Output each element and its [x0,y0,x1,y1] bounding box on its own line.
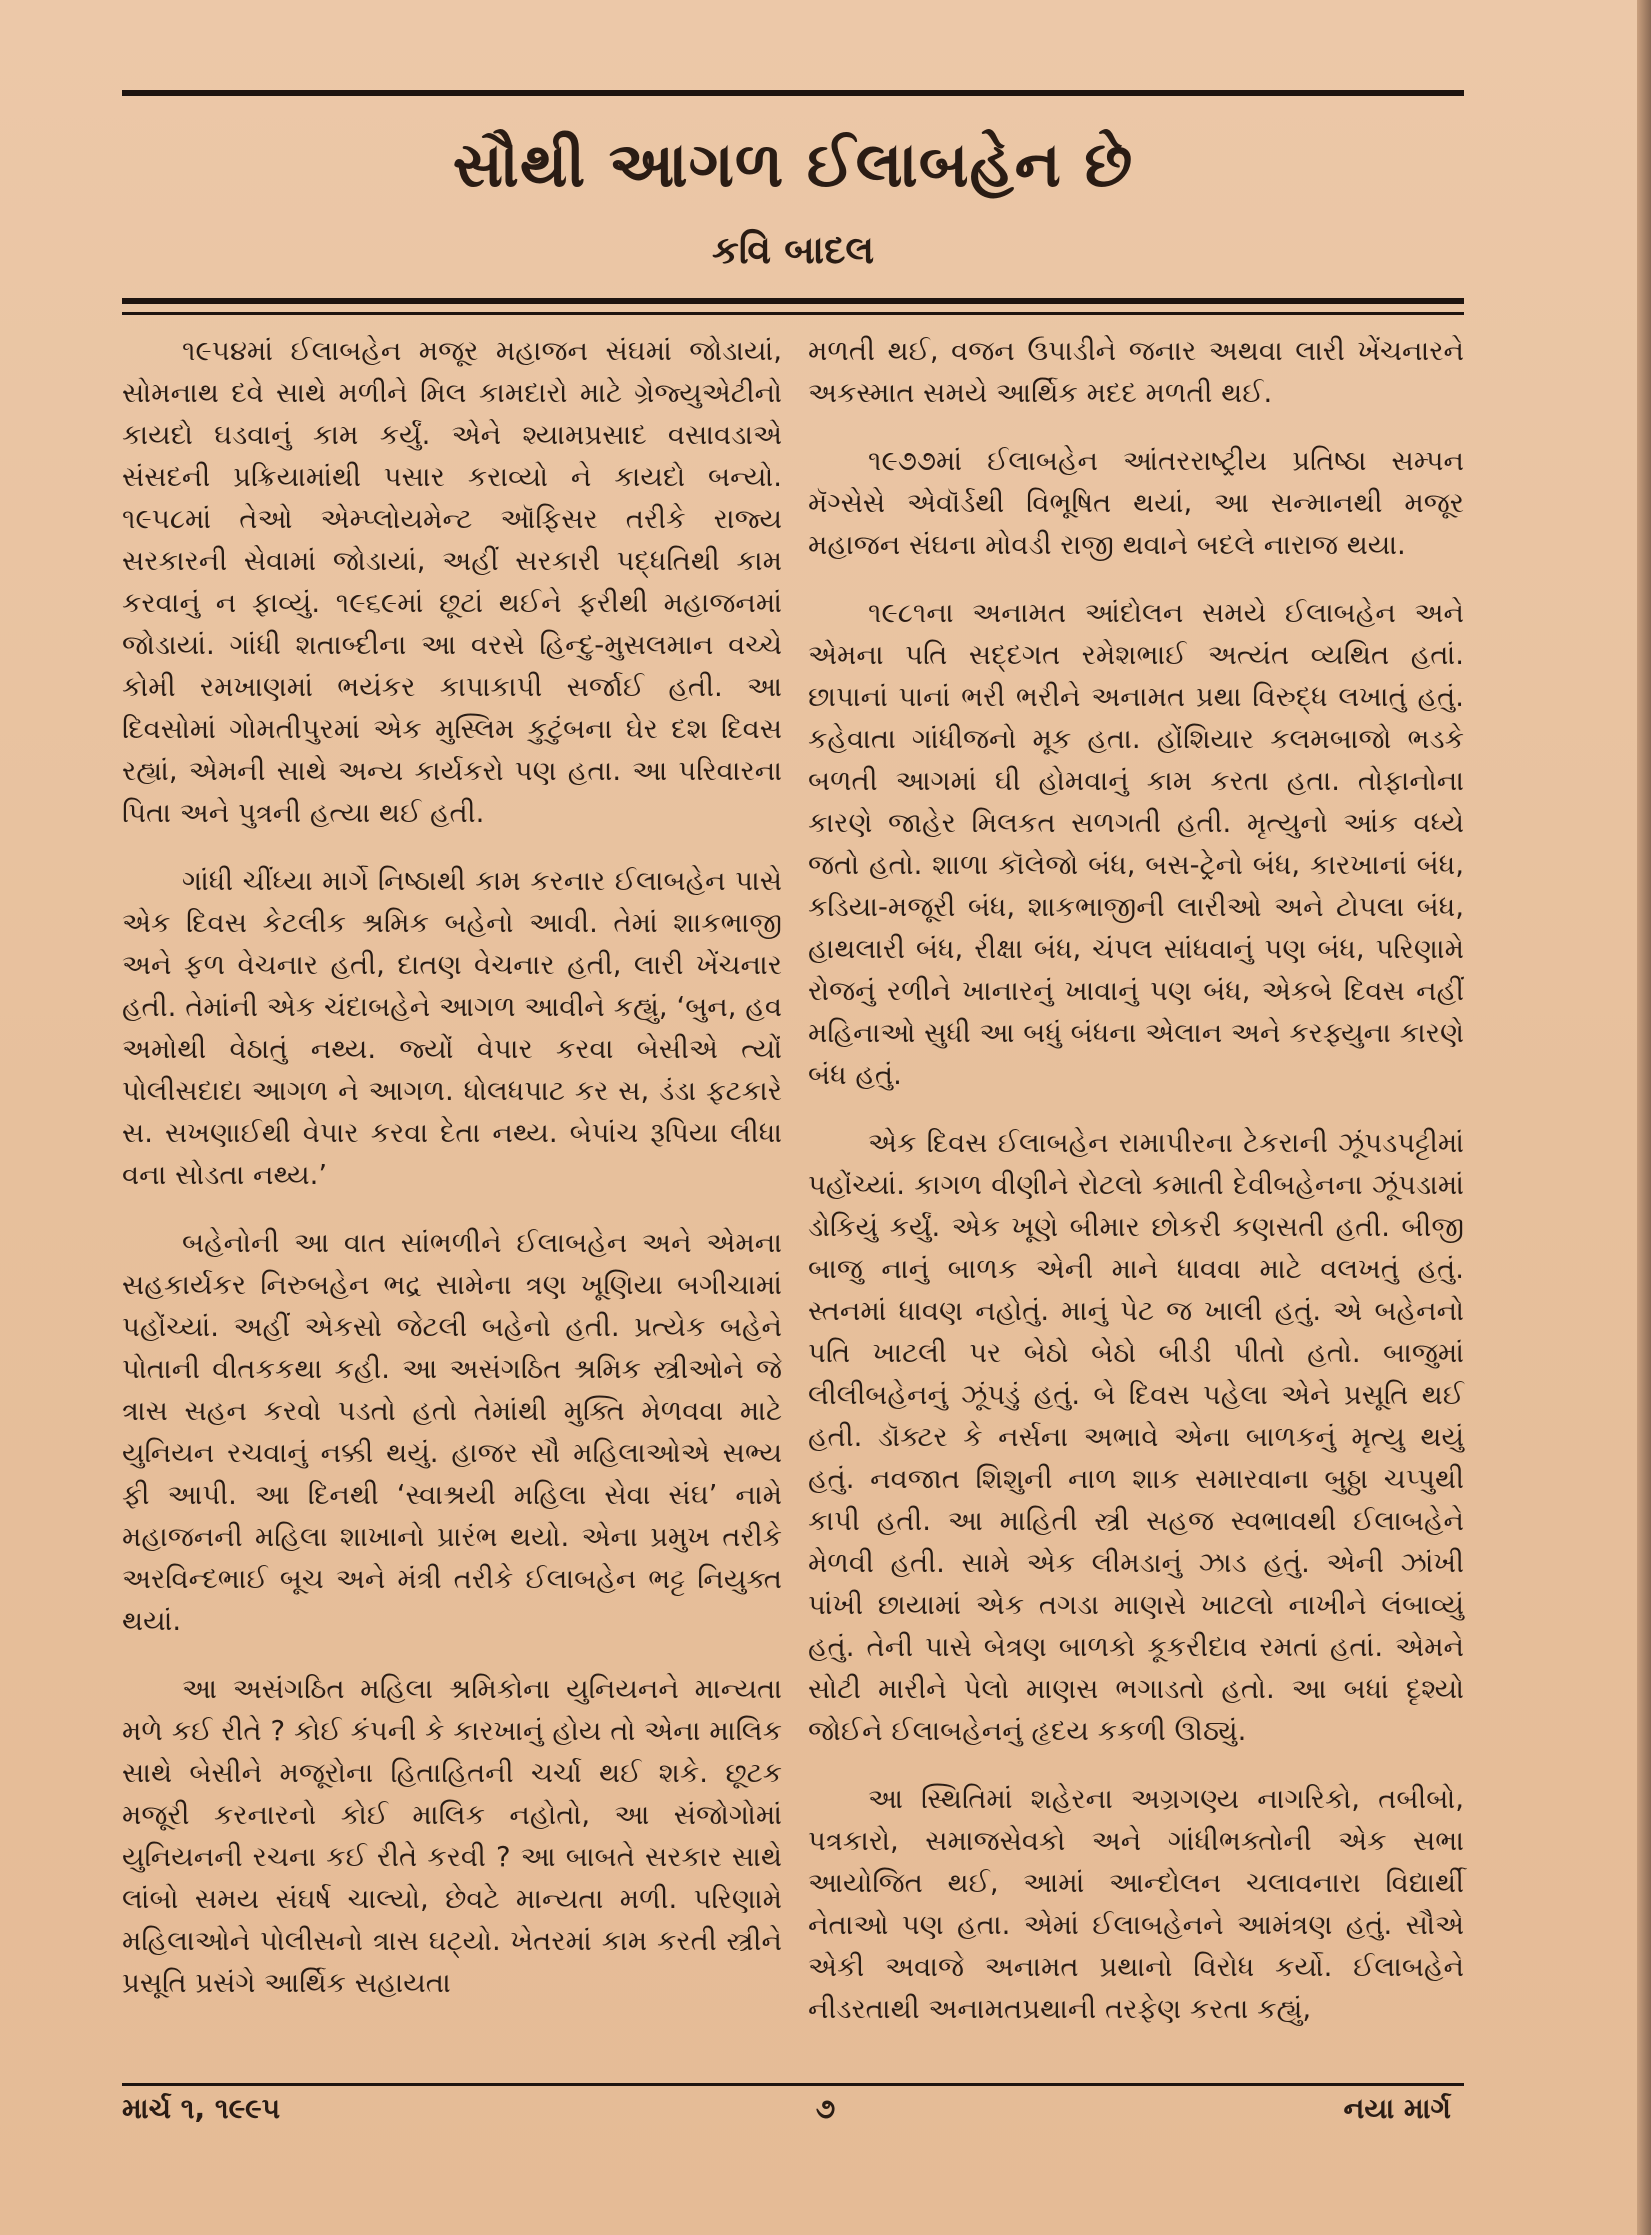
page-number: ૭ [815,2092,836,2125]
page-edge-shadow [1637,0,1651,2235]
paragraph: ૧૯૭૭માં ઈલાબહેન આંતરરાષ્ટ્રીય પ્રતિષ્ઠા સમ્પન મૅગ્સેસે એવૉર્ડથી વિભૂષિત થયાં, આ સન્માનથી મજૂર મહાજન સંઘના મોવડી રાજી થવાને બદલે નારાજ થયા. [808,445,1464,561]
top-rule [122,90,1464,96]
paragraph: એક દિવસ ઈલાબહેન રામાપીરના ટેકરાની ઝૂંપડપટ્ટીમાં પહોંચ્યાં. કાગળ વીણીને રોટલો કમાતી દેવીબહેનના ઝૂંપડામાં ડોકિયું કર્યું. એક ખૂણે બીમાર છોકરી કણસતી હતી. બીજી બાજુ નાનું બાળક એની માને ધાવવા માટે વલખતું હતું. સ્તનમાં ધાવણ નહોતું. માનું પેટ જ ખાલી હતું. એ બહેનનો પતિ ખાટલી પર બેઠો બેઠો બીડી પીતો હતો. બાજુમાં લીલીબહેનનું ઝૂંપડું હતું. બે દિવસ પહેલા એને પ્રસૂતિ થઈ હતી. ડૉક્ટર કે નર્સના અભાવે એના બાળકનું મૃત્યુ થયું હતું. નવજાત શિશુની નાળ શાક સમારવાના બુઠ્ઠા ચપ્પુથી કાપી હતી. આ માહિતી સ્ત્રી સહજ સ્વભાવથી ઈલાબહેને મેળવી હતી. સામે એક લીમડાનું ઝાડ હતું. એની ઝાંખી પાંખી છાયામાં એક તગડા માણસે ખાટલો નાખીને લંબાવ્યું હતું. તેની પાસે બેત્રણ બાળકો કૂકરીદાવ રમતાં હતાં. એમને સોટી મારીને પેલો માણસ ભગાડતો હતો. આ બધાં દૃશ્યો જોઈને ઈલાબહેનનું હૃદય કકળી ઊઠ્યું. [808,1127,1464,1747]
article-title: સૌથી આગળ ઈલાબહેન છે [452,128,1134,201]
paragraph: ગાંધી ચીંધ્યા માર્ગે નિષ્ઠાથી કામ કરનાર ઈલાબહેન પાસે એક દિવસ કેટલીક શ્રમિક બહેનો આવી. તેમાં શાકભાજી અને ફળ વેચનાર હતી, દાતણ વેચનાર હતી, લારી ખેંચનાર હતી. તેમાંની એક ચંદાબહેને આગળ આવીને કહ્યું, ‘બુન, હવ અમોથી વેઠાતું નથ્ય. જ્યોં વેપાર કરવા બેસીએ ત્યોં પોલીસદાદા આગળ ને આગળ. ધોલધપાટ કર સ, ડંડા ફટકારે સ. સખણાઈથી વેપાર કરવા દેતા નથ્ય. બેપાંચ રૂપિયા લીધા વના સોડતા નથ્ય.’ [122,865,782,1191]
paragraph: આ સ્થિતિમાં શહેરના અગ્રગણ્ય નાગરિકો, તબીબો, પત્રકારો, સમાજસેવકો અને ગાંધીભક્તોની એક સભા આયોજિત થઈ, આમાં આન્દોલન ચલાવનારા વિદ્યાર્થી નેતાઓ પણ હતા. એમાં ઈલાબહેનને આમંત્રણ હતું. સૌએ એકી અવાજે અનામત પ્રથાનો વિરોધ કર્યો. ઈલાબહેને નીડરતાથી અનામતપ્રથાની તરફેણ કરતા કહ્યું, [808,1783,1464,2025]
paragraph: બહેનોની આ વાત સાંભળીને ઈલાબહેન અને એમના સહકાર્યકર નિરુબહેન ભદ્ર સામેના ત્રણ ખૂણિયા બગીચામાં પહોંચ્યાં. અહીં એકસો જેટલી બહેનો હતી. પ્રત્યેક બહેને પોતાની વીતકકથા કહી. આ અસંગઠિત શ્રમિક સ્ત્રીઓને જે ત્રાસ સહન કરવો પડતો હતો તેમાંથી મુક્તિ મેળવવા માટે યુનિયન રચવાનું નક્કી થયું. હાજર સૌ મહિલાઓએ સભ્ય ફી આપી. આ દિનથી ‘સ્વાશ્રયી મહિલા સેવા સંઘ’ નામે મહાજનની મહિલા શાખાનો પ્રારંભ થયો. એના પ્રમુખ તરીકે અરવિન્દભાઈ બૂચ અને મંત્રી તરીકે ઈલાબહેન ભટ્ટ નિયુક્ત થયાં. [122,1227,782,1637]
publication-name: નયા માર્ગ [1343,2092,1451,2125]
footer-date: માર્ચ ૧, ૧૯૯૫ [122,2092,281,2125]
paragraph: ૧૯૮૧ના અનામત આંદોલન સમયે ઈલાબહેન અને એમના પતિ સદ્દગત રમેશભાઈ અત્યંત વ્યથિત હતાં. છાપાનાં પાનાં ભરી ભરીને અનામત પ્રથા વિરુદ્ધ લખાતું હતું. કહેવાતા ગાંધીજનો મૂક હતા. હોંશિયાર કલમબાજો ભડકે બળતી આગમાં ઘી હોમવાનું કામ કરતા હતા. તોફાનોના કારણે જાહેર મિલકત સળગતી હતી. મૃત્યુનો આંક વધ્યે જતો હતો. શાળા કૉલેજો બંધ, બસ-ટ્રેનો બંધ, કારખાનાં બંધ, કડિયા-મજૂરી બંધ, શાકભાજીની લારીઓ અને ટોપલા બંધ, હાથલારી બંધ, રીક્ષા બંધ, ચંપલ સાંધવાનું પણ બંધ, પરિણામે રોજનું રળીને ખાનારનું ખાવાનું પણ બંધ, એકબે દિવસ નહીં મહિનાઓ સુધી આ બધું બંધના એલાન અને કરફ્યુના કારણે બંધ હતું. [808,597,1464,1091]
right-column [808,330,1464,2056]
paragraph: ૧૯૫૪માં ઈલાબહેન મજૂર મહાજન સંઘમાં જોડાયાં, સોમનાથ દવે સાથે મળીને મિલ કામદારો માટે ગ્રેજ્યુએટીનો કાયદો ઘડવાનું કામ કર્યું. એને શ્યામપ્રસાદ વસાવડાએ સંસદની પ્રક્રિયામાંથી પસાર કરાવ્યો ને કાયદો બન્યો. ૧૯૫૮માં તેઓ એમ્પ્લોયમેન્ટ ઑફિસર તરીકે રાજ્ય સરકારની સેવામાં જોડાયાં, અહીં સરકારી પદ્ધતિથી કામ કરવાનું ન ફાવ્યું. ૧૯૬૯માં છૂટાં થઈને ફરીથી મહાજનમાં જોડાયાં. ગાંધી શતાબ્દીના આ વરસે હિન્દુ-મુસલમાન વચ્ચે કોમી રમખાણમાં ભયંકર કાપાકાપી સર્જાઈ હતી. આ દિવસોમાં ગોમતીપુરમાં એક મુસ્લિમ કુટુંબના ઘેર દશ દિવસ રહ્યાં, એમની સાથે અન્ય કાર્યકરો પણ હતા. આ પરિવારના પિતા અને પુત્રની હત્યા થઈ હતી. [122,335,782,829]
article-author: કવિ બાદલ [711,228,875,272]
paragraph: આ અસંગઠિત મહિલા શ્રમિકોના યુનિયનને માન્યતા મળે કઈ રીતે ? કોઈ કંપની કે કારખાનું હોય તો એના માલિક સાથે બેસીને મજૂરોના હિતાહિતની ચર્ચા થઈ શકે. છૂટક મજૂરી કરનારનો કોઈ માલિક નહોતો, આ સંજોગોમાં યુનિયનની રચના કઈ રીતે કરવી ? આ બાબતે સરકાર સાથે લાંબો સમય સંઘર્ષ ચાલ્યો, છેવટે માન્યતા મળી. પરિણામે મહિલાઓને પોલીસનો ત્રાસ ઘટ્યો. ખેતરમાં કામ કરતી સ્ત્રીને પ્રસૂતિ પ્રસંગે આર્થિક સહાયતા [122,1673,782,1999]
title-rule-thin [122,312,1464,315]
paragraph-continued: મળતી થઈ, વજન ઉપાડીને જનાર અથવા લારી ખેંચનારને અકસ્માત સમયે આર્થિક મદદ મળતી થઈ. [808,335,1464,409]
left-column [122,330,782,2030]
title-rule-thick [122,298,1464,304]
footer-rule [122,2083,1464,2086]
